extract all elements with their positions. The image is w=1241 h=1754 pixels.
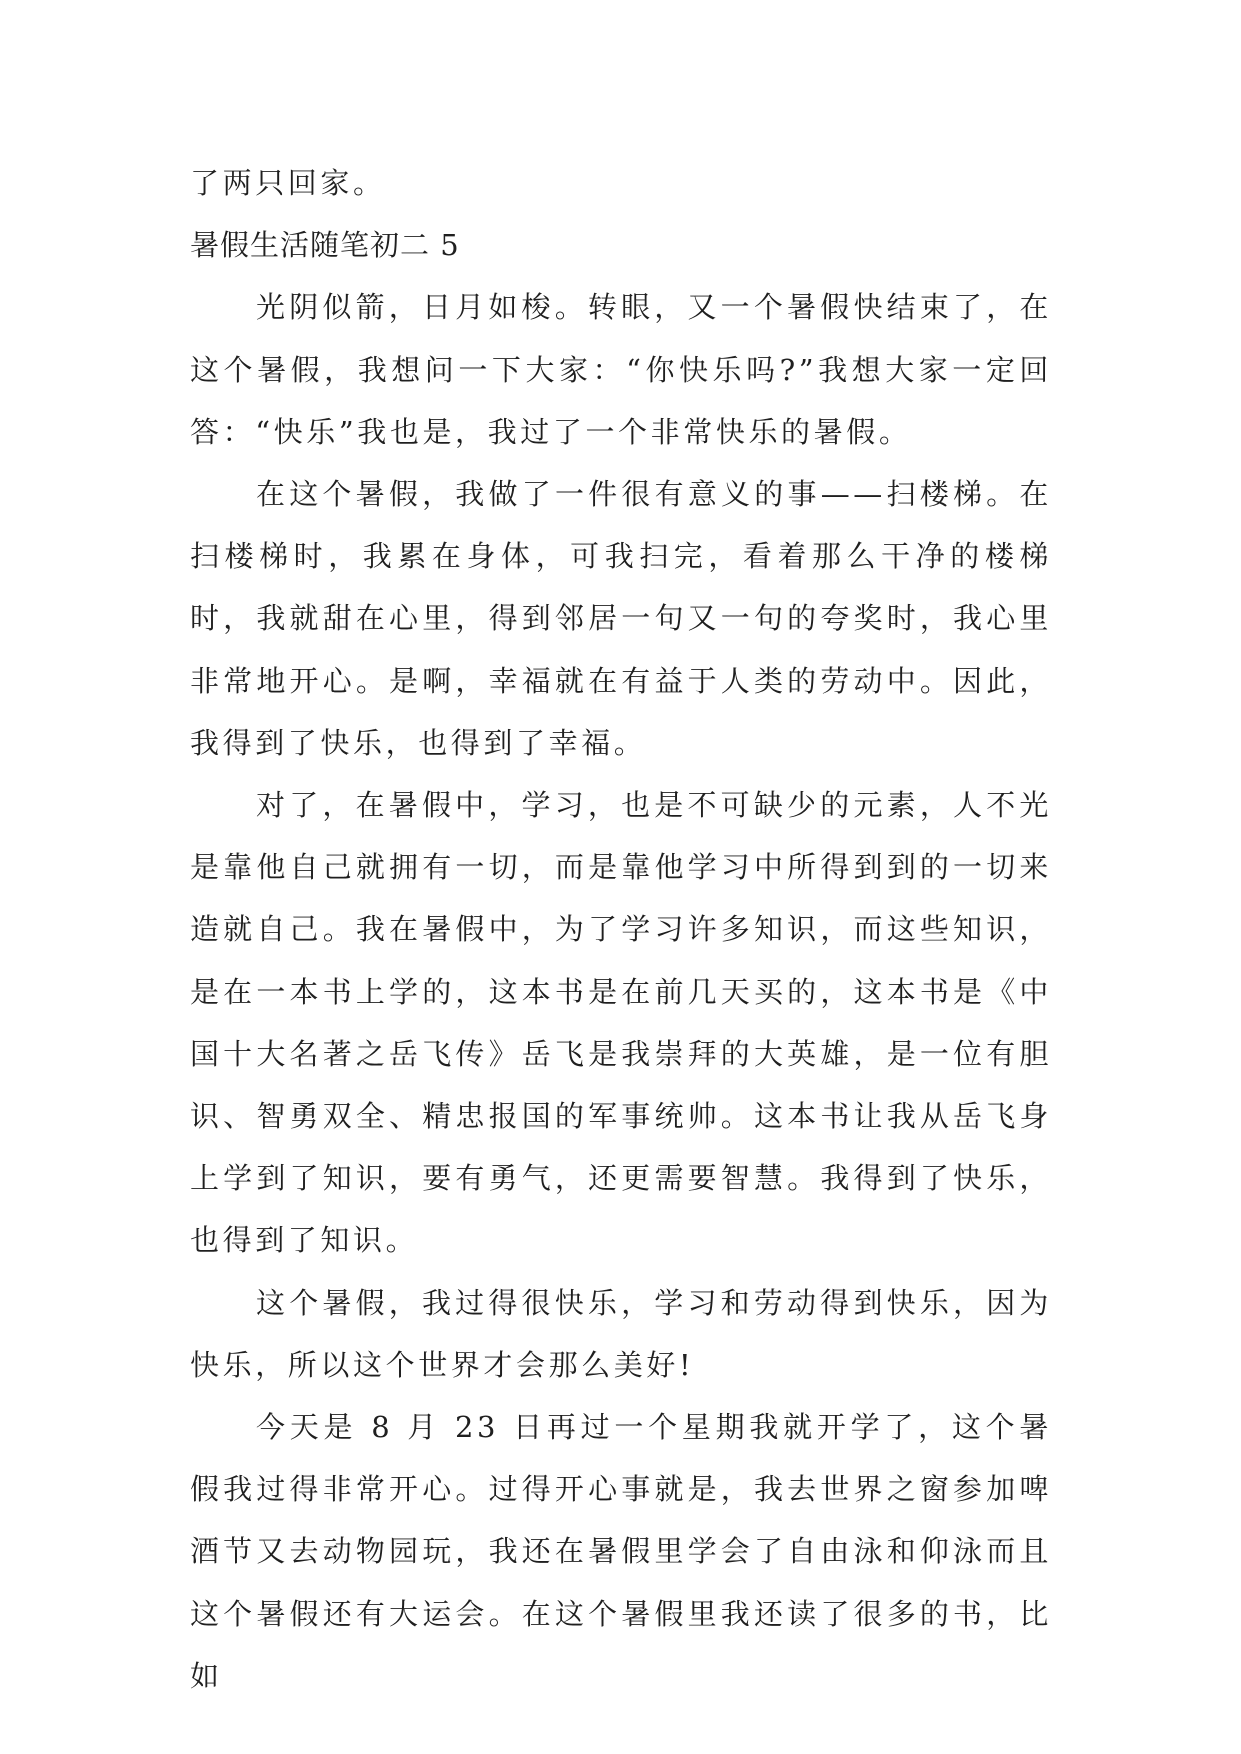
paragraph-2: 在这个暑假，我做了一件很有意义的事——扫楼梯。在扫楼梯时，我累在身体，可我扫完，看着那么干净的楼梯时，我就甜在心里，得到邻居一句又一句的夸奖时，我心里非常地开心。是啊，幸福就在有益于人类的劳动中。因此，我得到了快乐，也得到了幸福。 xyxy=(190,477,1052,760)
essay-title: 暑假生活随笔初二 5 xyxy=(190,228,460,263)
continuation-line: 了两只回家。 xyxy=(190,166,386,200)
paragraph-4: 这个暑假，我过得很快乐，学习和劳动得到快乐，因为快乐，所以这个世界才会那么美好! xyxy=(190,1285,1052,1382)
paragraph-5: 今天是 8 月 23 日再过一个星期我就开学了，这个暑假我过得非常开心。过得开心事就是，我去世界之窗参加啤酒节又去动物园玩，我还在暑假里学会了自由泳和仰泳而且这个暑假还有大运会。在这个暑假里我还读了很多的书，比如 xyxy=(190,1410,1052,1693)
document-body xyxy=(190,152,1052,1707)
paragraph-3: 对了，在暑假中，学习，也是不可缺少的元素，人不光是靠他自己就拥有一切，而是靠他学习中所得到到的一切来造就自己。我在暑假中，为了学习许多知识，而这些知识，是在一本书上学的，这本书是在前几天买的，这本书是《中国十大名著之岳飞传》岳飞是我崇拜的大英雄，是一位有胆识、智勇双全、精忠报国的军事统帅。这本书让我从岳飞身上学到了知识，要有勇气，还更需要智慧。我得到了快乐，也得到了知识。 xyxy=(190,788,1052,1258)
paragraph-1: 光阴似箭，日月如梭。转眼，又一个暑假快结束了，在这个暑假，我想问一下大家：“你快乐吗?”我想大家一定回答：“快乐”我也是，我过了一个非常快乐的暑假。 xyxy=(190,290,1052,449)
